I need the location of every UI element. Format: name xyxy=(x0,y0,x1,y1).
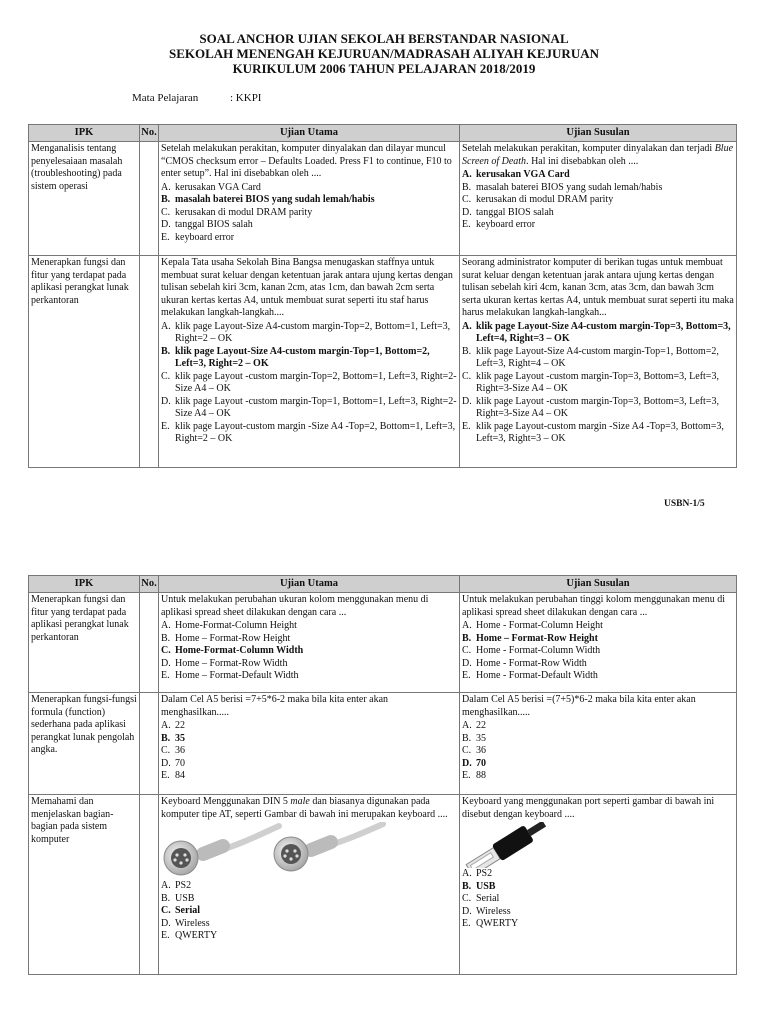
option xyxy=(462,194,734,207)
table-header xyxy=(29,576,737,593)
option xyxy=(161,893,457,906)
table-header xyxy=(29,125,737,142)
col-susulan: Ujian Susulan xyxy=(460,125,737,142)
col-no: No. xyxy=(140,576,159,593)
option-letter: D. xyxy=(462,905,472,917)
option-letter: D. xyxy=(462,206,472,218)
susulan-cell xyxy=(460,593,737,693)
option-answer xyxy=(462,758,734,771)
col-utama: Ujian Utama xyxy=(159,125,460,142)
option xyxy=(462,207,734,220)
option xyxy=(462,371,734,396)
option xyxy=(161,421,457,446)
option-letter: C. xyxy=(161,645,171,656)
table-row xyxy=(29,256,737,468)
col-susulan: Ujian Susulan xyxy=(460,576,737,593)
option-letter: C. xyxy=(462,370,472,382)
option-text: klik page Layout -custom margin-Top=3, Bottom=3, Left=3, Right=3-Size A4 – OK xyxy=(476,395,719,419)
utama-cell xyxy=(159,593,460,693)
option-text: Home – Format-Row Height xyxy=(476,632,598,644)
option-letter: B. xyxy=(161,892,171,904)
option-answer xyxy=(462,633,734,646)
option-text: keyboard error xyxy=(476,219,536,230)
question-stem: Dalam Cel A5 berisi =(7+5)*6-2 maka bila kita enter akan menghasilkan..... xyxy=(462,694,696,718)
ipk-cell: Menerapkan fungsi dan fitur yang terdapat pada aplikasi perangkat lunak perkantoran xyxy=(29,256,140,468)
option xyxy=(161,930,457,943)
option-text: 35 xyxy=(175,732,185,744)
option-answer xyxy=(161,905,457,918)
question-stem: Keyboard yang menggunakan port seperti gambar di bawah ini disebut dengan keyboard .... xyxy=(462,796,715,820)
option-text: klik page Layout-Size A4-custom margin-Top=3, Bottom=3, Left=4, Right=3 – OK xyxy=(476,320,731,344)
ipk-cell: Menerapkan fungsi dan fitur yang terdapat pada aplikasi perangkat lunak perkantoran xyxy=(29,593,140,693)
question-stem: Seorang administrator komputer di berikan tugas untuk membuat surat keluar dengan ketentuan jarak antara ujung kertas dengan tulisan sebelah kiri 4cm, kanan 3cm, atas 3cm, dan bawah 3cm serta ukuran kertas kertas A4, untuk membuat surat seperti itu maka harus melakukan langkah-langkah... xyxy=(462,257,734,318)
option-letter: E. xyxy=(161,930,170,941)
option-letter: B. xyxy=(161,632,171,644)
stem-text: Setelah melakukan perakitan, komputer dinyalakan dan terjadi xyxy=(462,143,715,154)
option-text: masalah baterei BIOS yang sudah lemah/habis xyxy=(476,181,663,193)
option-letter: A. xyxy=(462,620,472,631)
option-letter: E. xyxy=(161,770,170,781)
option xyxy=(161,880,457,893)
option-text: Wireless xyxy=(476,905,511,917)
option-text: klik page Layout-Size A4-custom margin-Top=1, Bottom=2, Left=3, Right=4 – OK xyxy=(476,345,719,369)
susulan-cell xyxy=(460,693,737,795)
option-letter: C. xyxy=(462,745,472,756)
option-letter: D. xyxy=(462,757,472,769)
option-letter: C. xyxy=(462,893,472,904)
doc-title-line1: SOAL ANCHOR UJIAN SEKOLAH BERSTANDAR NASIONAL xyxy=(199,31,569,46)
option-text: masalah baterei BIOS yang sudah lemah/habis xyxy=(175,194,375,205)
option-answer xyxy=(462,169,734,182)
question-stem: Setelah melakukan perakitan, komputer dinyalakan dan dilayar muncul “CMOS checksum error – Defaults Loaded. Press F1 to continue, F10 to enter setup”. Hal ini disebabkan oleh .... xyxy=(161,143,452,179)
no-cell xyxy=(140,142,159,256)
option-text: keyboard error xyxy=(175,231,235,243)
option-letter: B. xyxy=(161,345,171,357)
option-letter: E. xyxy=(462,918,471,929)
option-text: 88 xyxy=(476,770,486,781)
option-text: Home - Format-Default Width xyxy=(476,670,598,681)
option-text: klik page Layout-Size A4-custom margin-Top=1, Bottom=2, Left=3, Right=2 – OK xyxy=(175,345,430,369)
ipk-cell: Menerapkan fungsi-fungsi formula (function) sederhana pada aplikasi perangkat lunak pengolah angka. xyxy=(29,693,140,795)
doc-title-line3: KURIKULUM 2006 TAHUN PELAJARAN 2018/2019 xyxy=(232,61,536,76)
option-text: Home – Format-Row Height xyxy=(175,632,291,644)
option-letter: A. xyxy=(462,169,472,180)
subject-label: Mata Pelajaran xyxy=(132,92,199,104)
col-ipk: IPK xyxy=(29,125,140,142)
col-no: No. xyxy=(140,125,159,142)
option xyxy=(462,620,734,633)
option xyxy=(462,219,734,232)
option xyxy=(161,396,457,421)
option-letter: D. xyxy=(462,657,472,669)
no-cell xyxy=(140,593,159,693)
option-letter: B. xyxy=(462,880,472,892)
option-letter: A. xyxy=(462,868,472,879)
option-letter: D. xyxy=(161,757,171,769)
susulan-cell xyxy=(460,256,737,468)
utama-cell xyxy=(159,795,460,975)
option-text: klik page Layout-custom margin -Size A4 -Top=3, Bottom=3, Left=3, Right=3 – OK xyxy=(476,420,724,444)
option-letter: A. xyxy=(161,720,171,731)
option-letter: C. xyxy=(161,905,171,916)
question-stem: Untuk melakukan perubahan tinggi kolom menggunakan menu di aplikasi spread sheet dilakukan dengan cara ... xyxy=(462,594,725,618)
option-text: klik page Layout-Size A4-custom margin-Top=2, Bottom=1, Left=3, Right=2 – OK xyxy=(175,320,451,344)
susulan-cell xyxy=(460,795,737,975)
ipk-cell: Memahami dan menjelaskan bagian-bagian pada sistem komputer xyxy=(29,795,140,975)
question-stem xyxy=(161,796,457,821)
question-stem: Untuk melakukan perubahan ukuran kolom menggunakan menu di aplikasi spread sheet dilakukan dengan cara ... xyxy=(161,594,429,618)
option-letter: A. xyxy=(161,320,171,332)
option-text: Home-Format-Column Height xyxy=(175,620,297,631)
option-answer xyxy=(462,881,734,894)
option-letter: C. xyxy=(161,206,171,218)
table-row xyxy=(29,795,737,975)
option-text: USB xyxy=(476,880,496,892)
option-text: klik page Layout -custom margin-Top=1, Bottom=1, Left=3, Right=2-Size A4 – OK xyxy=(175,395,457,419)
option-text: 70 xyxy=(476,757,486,769)
question-stem xyxy=(462,143,734,168)
option-answer xyxy=(161,733,457,746)
utama-cell xyxy=(159,693,460,795)
option-letter: C. xyxy=(161,370,171,382)
utama-cell xyxy=(159,142,460,256)
option xyxy=(462,346,734,371)
option-answer xyxy=(462,321,734,346)
usb-connector-icon xyxy=(462,822,552,868)
option xyxy=(462,645,734,658)
option-text: 36 xyxy=(175,745,185,756)
option-letter: B. xyxy=(462,732,472,744)
option-text: PS2 xyxy=(175,880,192,891)
option xyxy=(462,906,734,919)
option-answer xyxy=(161,194,457,207)
stem-text: male xyxy=(290,796,310,807)
option-letter: E. xyxy=(161,670,170,681)
option xyxy=(161,918,457,931)
option-text: 22 xyxy=(476,720,486,731)
stem-text: Blue Screen of Death xyxy=(462,143,734,167)
din-connector-icon xyxy=(161,822,451,880)
option-text: tanggal BIOS salah xyxy=(476,206,554,218)
option-text: 70 xyxy=(175,757,185,769)
option-letter: A. xyxy=(462,320,472,332)
col-utama: Ujian Utama xyxy=(159,576,460,593)
option xyxy=(161,658,457,671)
subject-value: : KKPI xyxy=(230,92,262,104)
option xyxy=(161,219,457,232)
stem-text: dan biasanya digunakan pada komputer tipe AT, seperti Gambar di bawah ini merupakan keyboard .... xyxy=(161,796,448,820)
option xyxy=(462,868,734,881)
option xyxy=(161,720,457,733)
question-table-2 xyxy=(28,575,737,975)
option-letter: B. xyxy=(462,181,472,193)
option-text: 22 xyxy=(175,720,185,731)
option xyxy=(462,770,734,783)
option xyxy=(462,421,734,446)
option-letter: C. xyxy=(462,194,472,205)
table-row xyxy=(29,693,737,795)
option-text: Home - Format-Column Height xyxy=(476,620,603,631)
option-text: Serial xyxy=(476,893,500,904)
doc-title-line2: SEKOLAH MENENGAH KEJURUAN/MADRASAH ALIYAH KEJURUAN xyxy=(168,46,599,61)
option-text: tanggal BIOS salah xyxy=(175,219,253,230)
option xyxy=(462,658,734,671)
col-ipk: IPK xyxy=(29,576,140,593)
option-letter: E. xyxy=(462,770,471,781)
option xyxy=(161,182,457,195)
table-row xyxy=(29,142,737,256)
option xyxy=(462,670,734,683)
din-connector-images xyxy=(161,822,457,880)
option xyxy=(462,893,734,906)
option-text: Serial xyxy=(175,905,200,916)
option-text: kerusakan VGA Card xyxy=(476,169,570,180)
option xyxy=(161,371,457,396)
option xyxy=(462,733,734,746)
option xyxy=(161,633,457,646)
question-stem: Dalam Cel A5 berisi =7+5*6-2 maka bila kita enter akan menghasilkan..... xyxy=(161,694,389,718)
option xyxy=(462,396,734,421)
option-text: QWERTY xyxy=(175,930,218,941)
option-text: Home-Format-Column Width xyxy=(175,645,304,656)
option-letter: A. xyxy=(161,181,171,193)
option xyxy=(161,758,457,771)
stem-text: . Hal ini disebabkan oleh .... xyxy=(526,155,639,167)
option xyxy=(462,918,734,931)
option-text: kerusakan di modul DRAM parity xyxy=(476,194,614,205)
usb-connector-image xyxy=(462,822,734,868)
option xyxy=(462,720,734,733)
option xyxy=(161,321,457,346)
option-answer xyxy=(161,346,457,371)
ipk-cell: Menganalisis tentang penyelesaiaan masalah (troubleshooting) pada sistem operasi xyxy=(29,142,140,256)
option-letter: D. xyxy=(161,395,171,407)
option-letter: B. xyxy=(462,632,472,644)
option-text: kerusakan VGA Card xyxy=(175,181,261,193)
option-text: QWERTY xyxy=(476,918,519,929)
subject-line xyxy=(132,92,262,104)
table-row xyxy=(29,593,737,693)
option-text: klik page Layout -custom margin-Top=2, Bottom=1, Left=3, Right=2-Size A4 – OK xyxy=(175,370,457,394)
option xyxy=(161,770,457,783)
no-cell xyxy=(140,795,159,975)
option-text: kerusakan di modul DRAM parity xyxy=(175,206,313,218)
option-letter: B. xyxy=(161,194,171,205)
stem-text: Keyboard Menggunakan DIN 5 xyxy=(161,796,291,807)
no-cell xyxy=(140,256,159,468)
option-text: Home – Format-Default Width xyxy=(175,670,299,681)
option xyxy=(462,182,734,195)
page-footer: USBN-1/5 xyxy=(664,499,705,509)
question-stem: Kepala Tata usaha Sekolah Bina Bangsa menugaskan staffnya untuk membuat surat keluar dengan ketentuan jarak antara ujung kertas dengan tulisan sebelah kiri 3cm, kanan 2cm, atas 1cm, dan bawah 2cm serta ukuran kertas kertas A4, untuk membuat surat seperti itu staf harus melakukan langkah-langkah.... xyxy=(161,257,453,318)
option-text: 35 xyxy=(476,732,486,744)
option-answer xyxy=(161,645,457,658)
option-letter: E. xyxy=(462,219,471,230)
option-letter: C. xyxy=(161,745,171,756)
option-letter: E. xyxy=(161,420,170,432)
option-letter: C. xyxy=(462,645,472,656)
option-letter: D. xyxy=(161,657,171,669)
option xyxy=(462,745,734,758)
option-text: 84 xyxy=(175,770,185,781)
option-text: Wireless xyxy=(175,917,210,929)
option-text: 36 xyxy=(476,745,486,756)
option-letter: A. xyxy=(462,720,472,731)
option xyxy=(161,670,457,683)
option-letter: E. xyxy=(161,231,170,243)
option-text: klik page Layout-custom margin -Size A4 -Top=2, Bottom=1, Left=3, Right=2 – OK xyxy=(175,420,456,444)
option-letter: E. xyxy=(462,420,471,432)
option xyxy=(161,207,457,220)
option-letter: A. xyxy=(161,620,171,631)
option-letter: A. xyxy=(161,880,171,891)
option-text: klik page Layout -custom margin-Top=3, Bottom=3, Left=3, Right=3-Size A4 – OK xyxy=(476,370,719,394)
no-cell xyxy=(140,693,159,795)
question-table-1 xyxy=(28,124,737,468)
option-letter: D. xyxy=(161,219,171,230)
option-letter: D. xyxy=(161,917,171,929)
utama-cell xyxy=(159,256,460,468)
option xyxy=(161,232,457,245)
option-text: USB xyxy=(175,892,195,904)
option-text: Home - Format-Column Width xyxy=(476,645,601,656)
option-letter: B. xyxy=(462,345,472,357)
option-letter: D. xyxy=(462,395,472,407)
option-text: Home – Format-Row Width xyxy=(175,657,288,669)
option-text: Home - Format-Row Width xyxy=(476,657,587,669)
option-letter: E. xyxy=(462,670,471,681)
option-letter: B. xyxy=(161,732,171,744)
option-text: PS2 xyxy=(476,868,493,879)
susulan-cell xyxy=(460,142,737,256)
option xyxy=(161,745,457,758)
option xyxy=(161,620,457,633)
